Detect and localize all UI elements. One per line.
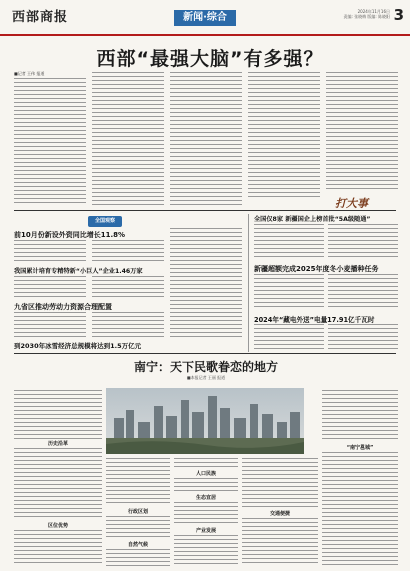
lead-byline: ■记者 王伟 报道 xyxy=(14,71,45,76)
page-number: 3 xyxy=(393,6,404,24)
feature-text-industry xyxy=(174,535,238,567)
feature-intro xyxy=(14,390,102,440)
page-header xyxy=(0,0,410,36)
subhead-admin: 行政区划 xyxy=(127,509,148,515)
city-skyline-photo xyxy=(106,388,304,454)
subhead-history: 历史沿革 xyxy=(47,441,68,447)
masthead: 西部商报 xyxy=(12,10,69,25)
news-text-5b xyxy=(328,224,398,258)
section-badge: 新闻·综合 xyxy=(174,10,236,26)
header-meta xyxy=(343,9,390,19)
feature-text-location xyxy=(14,530,102,566)
feature-text-transport xyxy=(242,518,318,566)
subhead-ecology: 生态宜居 xyxy=(195,495,216,501)
news-text-3a xyxy=(14,312,86,338)
news-title-4: 到2030年冰雪经济总规模将达到1.5万亿元 xyxy=(14,342,142,350)
subhead-industry: 产业发展 xyxy=(195,528,216,534)
lead-text-col2 xyxy=(92,72,164,206)
news-title-5: 全国仅8家 新疆国企上榜首批“5A级随通” xyxy=(254,216,371,223)
news-title-1: 前10月份新设外资同比增长11.8% xyxy=(14,231,126,239)
divider-feature xyxy=(14,353,396,354)
city-skyline-image xyxy=(106,388,304,454)
lead-text-col5 xyxy=(326,72,398,190)
news-text-5a xyxy=(254,224,324,258)
news-text-6b xyxy=(328,274,398,308)
subhead-climate: 自然气候 xyxy=(127,542,148,548)
news-text-6a xyxy=(254,274,324,308)
news-text-1b xyxy=(92,240,164,262)
header-date: 2024年11月16日 xyxy=(357,9,390,14)
feature-text-admin xyxy=(106,516,170,538)
lead-text-col4 xyxy=(248,72,320,198)
news-text-3b xyxy=(92,312,164,338)
feature-banner xyxy=(56,358,356,384)
feature-byline: ■本报记者 王丽 报道 xyxy=(186,375,226,380)
column-logo-text: 打大事 xyxy=(335,197,368,210)
column-divider xyxy=(248,214,249,352)
lead-headline: 西部“最强大脑”有多强？ xyxy=(96,48,324,70)
news-text-1a xyxy=(14,240,86,262)
news-title-3: 九省区推动劳动力资源合理配置 xyxy=(14,303,112,311)
lead-text-col1 xyxy=(14,78,86,206)
briefs-badge: 全国观察 xyxy=(88,216,122,227)
news-text-7a xyxy=(254,324,324,350)
news-text-7b xyxy=(328,324,398,350)
header-editor: 责编: 张晓梅 版编: 陈晓阳 xyxy=(343,14,390,19)
subhead-yongcheng: “南宁邕城” xyxy=(346,445,374,451)
news-text-mid xyxy=(170,228,242,340)
feature-text-yongcheng xyxy=(322,452,398,566)
feature-text-population xyxy=(174,478,238,492)
news-text-2b xyxy=(92,276,164,298)
subhead-population: 人口民族 xyxy=(195,471,216,477)
subhead-location: 区位优势 xyxy=(47,523,68,529)
feature-text-col2a xyxy=(106,458,170,506)
news-title-6: 新疆超额完成2025年度冬小麦播种任务 xyxy=(254,265,379,273)
feature-text-col5a xyxy=(322,390,398,442)
feature-text-history xyxy=(14,448,102,520)
news-title-2: 我国累计培育专精特新“小巨人”企业1.46万家 xyxy=(14,268,143,275)
news-text-2a xyxy=(14,276,86,298)
feature-text-ecology xyxy=(174,502,238,524)
news-title-7: 2024年“藏电外送”电量17.91亿千瓦时 xyxy=(254,316,375,324)
lead-text-col3 xyxy=(170,72,242,206)
subhead-transport: 交通便捷 xyxy=(269,511,290,517)
feature-text-climate xyxy=(106,549,170,567)
feature-text-col3a xyxy=(174,458,238,468)
feature-text-col4a xyxy=(242,458,318,508)
divider-lead xyxy=(14,210,396,211)
feature-title: 南宁：天下民歌眷恋的地方 xyxy=(133,360,278,374)
